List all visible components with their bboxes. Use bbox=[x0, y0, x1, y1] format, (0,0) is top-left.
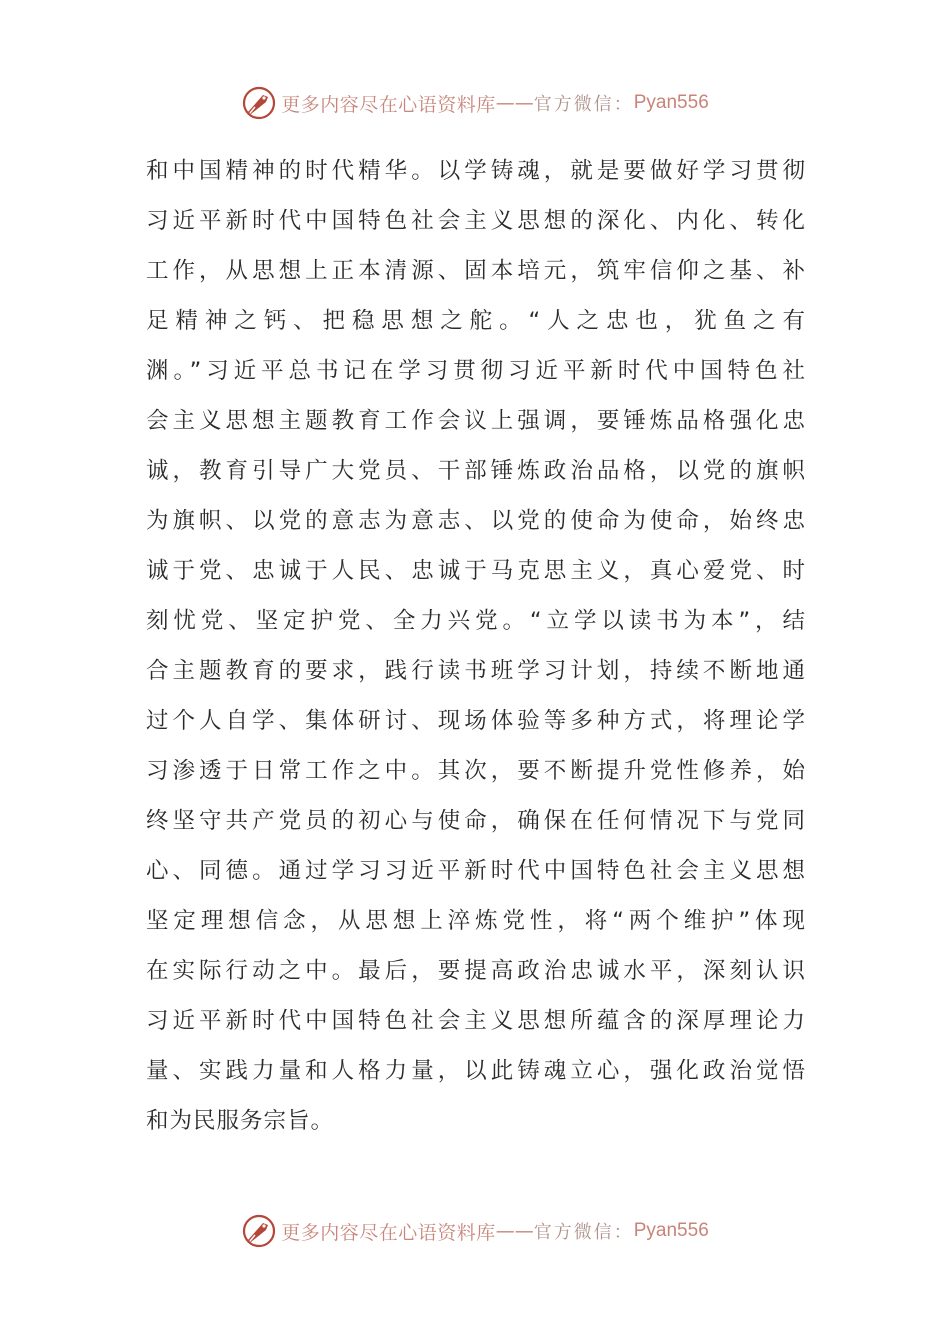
banner-dash: —— bbox=[495, 92, 534, 114]
paragraph-line: 会主义思想主题教育工作会议上强调，要锤炼品格强化忠 bbox=[146, 408, 806, 434]
footer-banner bbox=[0, 1211, 950, 1251]
paragraph-line: 终坚守共产党员的初心与使命，确保在任何情况下与党同 bbox=[146, 808, 806, 834]
header-banner bbox=[0, 83, 950, 123]
paragraph-line: 工作，从思想上正本清源、固本培元，筑牢信仰之基、补 bbox=[146, 258, 806, 284]
paragraph-line: 在实际行动之中。最后，要提高政治忠诚水平，深刻认识 bbox=[146, 958, 806, 984]
paragraph-line: 量、实践力量和人格力量，以此铸魂立心，强化政治觉悟 bbox=[146, 1058, 806, 1084]
paragraph-line: 坚定理想信念，从思想上淬炼党性，将“两个维护”体现 bbox=[146, 908, 806, 934]
paragraph-line: 过个人自学、集体研讨、现场体验等多种方式，将理论学 bbox=[146, 708, 806, 734]
paragraph-line: 心、同德。通过学习习近平新时代中国特色社会主义思想 bbox=[146, 858, 806, 884]
paragraph-line: 和中国精神的时代精华。以学铸魂，就是要做好学习贯彻 bbox=[146, 158, 806, 184]
paragraph-line: 足精神之钙、把稳思想之舵。“人之忠也，犹鱼之有 bbox=[146, 308, 806, 334]
pen-nib-icon bbox=[241, 85, 277, 121]
paragraph-line: 渊。”习近平总书记在学习贯彻习近平新时代中国特色社 bbox=[146, 358, 806, 384]
pen-nib-icon bbox=[241, 1213, 277, 1249]
paragraph-line: 习近平新时代中国特色社会主义思想所蕴含的深厚理论力 bbox=[146, 1008, 806, 1034]
paragraph-line: 刻忧党、坚定护党、全力兴党。“立学以读书为本”，结 bbox=[146, 608, 806, 634]
banner-wechat-id: Pyan556 bbox=[633, 1220, 709, 1241]
paragraph-line: 诚，教育引导广大党员、干部锤炼政治品格，以党的旗帜 bbox=[146, 458, 806, 484]
banner-dash: —— bbox=[495, 1220, 534, 1242]
paragraph-line: 习渗透于日常工作之中。其次，要不断提升党性修养，始 bbox=[146, 758, 806, 784]
banner-wechat-label: 官方微信： bbox=[533, 94, 634, 115]
banner-title: 更多内容尽在心语资料库 bbox=[281, 93, 496, 116]
banner-wechat-label: 官方微信： bbox=[533, 1222, 634, 1243]
paragraph-line: 诚于党、忠诚于人民、忠诚于马克思主义，真心爱党、时 bbox=[146, 558, 806, 584]
paragraph-line: 习近平新时代中国特色社会主义思想的深化、内化、转化 bbox=[146, 208, 806, 234]
banner-wechat-id: Pyan556 bbox=[633, 92, 709, 113]
paragraph-line: 和为民服务宗旨。 bbox=[146, 1108, 335, 1134]
document-body bbox=[146, 146, 806, 1146]
paragraph-line: 为旗帜、以党的意志为意志、以党的使命为使命，始终忠 bbox=[146, 508, 806, 534]
paragraph-line: 合主题教育的要求，践行读书班学习计划，持续不断地通 bbox=[146, 658, 806, 684]
banner-title: 更多内容尽在心语资料库 bbox=[281, 1221, 496, 1244]
